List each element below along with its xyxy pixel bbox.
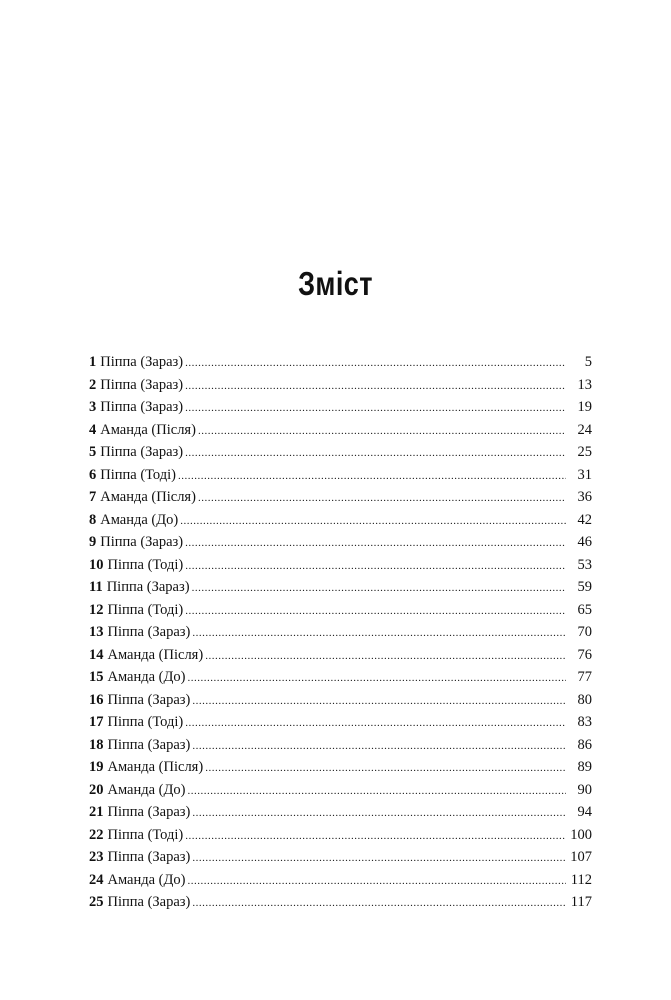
chapter-number: 19	[89, 759, 104, 775]
toc-entry	[89, 666, 592, 689]
page-number: 77	[577, 669, 592, 685]
chapter-title: Піппа (Тоді)	[107, 556, 184, 573]
toc-entry	[89, 464, 592, 487]
page-number: 94	[577, 804, 592, 820]
dot-leader	[180, 510, 566, 533]
chapter-number: 24	[89, 871, 104, 888]
toc-entry	[89, 419, 592, 442]
chapter-title: Піппа (Тоді)	[107, 601, 184, 618]
table-of-contents	[89, 351, 592, 914]
toc-entry	[89, 846, 592, 869]
chapter-title: Піппа (Зараз)	[107, 736, 191, 753]
page-number: 89	[577, 759, 592, 775]
page-number: 25	[577, 444, 592, 460]
chapter-number: 1	[89, 354, 97, 370]
chapter-number: 10	[89, 556, 104, 573]
page-title: Зміст	[298, 265, 373, 302]
page-number: 5	[584, 354, 592, 370]
chapter-number: 5	[89, 444, 97, 460]
dot-leader	[187, 780, 566, 803]
chapter-number: 16	[89, 691, 104, 708]
page-number: 90	[577, 781, 592, 798]
dot-leader	[185, 397, 566, 420]
page-number: 107	[570, 849, 592, 865]
page-number: 86	[577, 736, 592, 753]
chapter-number: 21	[89, 804, 104, 820]
toc-entry	[89, 869, 592, 892]
toc-entry	[89, 756, 592, 779]
chapter-number: 3	[89, 399, 97, 415]
dot-leader	[185, 825, 566, 848]
chapter-title: Аманда (До)	[100, 511, 179, 528]
chapter-title: Піппа (Зараз)	[107, 624, 191, 640]
chapter-title: Піппа (Зараз)	[100, 376, 184, 393]
page-number: 117	[570, 894, 592, 910]
page-number: 24	[577, 421, 592, 438]
chapter-title: Піппа (Зараз)	[107, 804, 191, 820]
toc-entry	[89, 644, 592, 667]
toc-entry	[89, 734, 592, 757]
toc-entry	[89, 824, 592, 847]
chapter-number: 20	[89, 781, 104, 798]
toc-entry	[89, 531, 592, 554]
chapter-title: Піппа (Тоді)	[107, 714, 184, 730]
chapter-title: Піппа (Тоді)	[100, 466, 176, 483]
dot-leader	[192, 690, 566, 713]
chapter-number: 13	[89, 624, 104, 640]
chapter-number: 18	[89, 736, 104, 753]
page-number: 80	[577, 691, 592, 708]
toc-entry	[89, 509, 592, 532]
chapter-number: 14	[89, 646, 104, 663]
chapter-number: 23	[89, 849, 104, 865]
chapter-title: Аманда (До)	[107, 871, 186, 888]
page-number: 76	[577, 646, 592, 663]
chapter-title: Піппа (Зараз)	[100, 399, 184, 415]
toc-entry	[89, 486, 592, 509]
dot-leader	[187, 667, 566, 690]
chapter-number: 15	[89, 669, 104, 685]
dot-leader	[185, 712, 566, 735]
dot-leader	[198, 420, 566, 443]
page-number: 19	[577, 399, 592, 415]
toc-entry	[89, 891, 592, 914]
chapter-title: Піппа (Зараз)	[107, 691, 191, 708]
chapter-number: 12	[89, 601, 104, 618]
dot-leader	[205, 645, 566, 668]
dot-leader	[185, 532, 566, 555]
toc-entry	[89, 711, 592, 734]
chapter-title: Піппа (Зараз)	[100, 444, 184, 460]
page-number: 65	[577, 601, 592, 618]
chapter-number: 11	[89, 579, 103, 595]
toc-entry	[89, 801, 592, 824]
page-number: 13	[577, 376, 592, 393]
page-number: 59	[577, 579, 592, 595]
dot-leader	[192, 802, 566, 825]
dot-leader	[192, 622, 566, 645]
chapter-title: Аманда (Після)	[107, 646, 204, 663]
page-number: 53	[577, 556, 592, 573]
chapter-title: Аманда (Після)	[107, 759, 204, 775]
dot-leader	[198, 487, 566, 510]
chapter-title: Піппа (Зараз)	[100, 534, 184, 550]
chapter-title: Аманда (До)	[107, 669, 186, 685]
page-number: 100	[570, 826, 592, 843]
toc-entry	[89, 599, 592, 622]
toc-entry	[89, 374, 592, 397]
chapter-number: 6	[89, 466, 97, 483]
chapter-number: 9	[89, 534, 97, 550]
dot-leader	[185, 555, 566, 578]
dot-leader	[187, 870, 566, 893]
chapter-title: Аманда (До)	[107, 781, 186, 798]
chapter-title: Піппа (Зараз)	[100, 354, 184, 370]
toc-entry	[89, 779, 592, 802]
chapter-title: Піппа (Зараз)	[106, 579, 190, 595]
dot-leader	[192, 577, 566, 600]
dot-leader	[185, 352, 566, 375]
chapter-number: 7	[89, 489, 97, 505]
dot-leader	[205, 757, 566, 780]
toc-entry	[89, 351, 592, 374]
page-number: 83	[577, 714, 592, 730]
toc-entry	[89, 396, 592, 419]
chapter-number: 8	[89, 511, 97, 528]
toc-entry	[89, 441, 592, 464]
page-number: 36	[577, 489, 592, 505]
toc-entry	[89, 689, 592, 712]
chapter-number: 17	[89, 714, 104, 730]
chapter-title: Аманда (Після)	[100, 421, 196, 438]
page-number: 112	[570, 871, 592, 888]
page-number: 46	[577, 534, 592, 550]
dot-leader	[192, 892, 566, 915]
dot-leader	[192, 735, 566, 758]
chapter-number: 22	[89, 826, 104, 843]
chapter-title: Аманда (Після)	[100, 489, 196, 505]
chapter-number: 25	[89, 894, 104, 910]
page-number: 42	[577, 511, 592, 528]
dot-leader	[185, 600, 566, 623]
chapter-title: Піппа (Тоді)	[107, 826, 184, 843]
chapter-number: 2	[89, 376, 97, 393]
page-number: 70	[577, 624, 592, 640]
page-number: 31	[577, 466, 592, 483]
chapter-number: 4	[89, 421, 97, 438]
toc-entry	[89, 554, 592, 577]
chapter-title: Піппа (Зараз)	[107, 849, 191, 865]
toc-entry	[89, 621, 592, 644]
dot-leader	[185, 442, 566, 465]
dot-leader	[178, 465, 566, 488]
dot-leader	[192, 847, 566, 870]
toc-entry	[89, 576, 592, 599]
dot-leader	[185, 375, 566, 398]
chapter-title: Піппа (Зараз)	[107, 894, 191, 910]
